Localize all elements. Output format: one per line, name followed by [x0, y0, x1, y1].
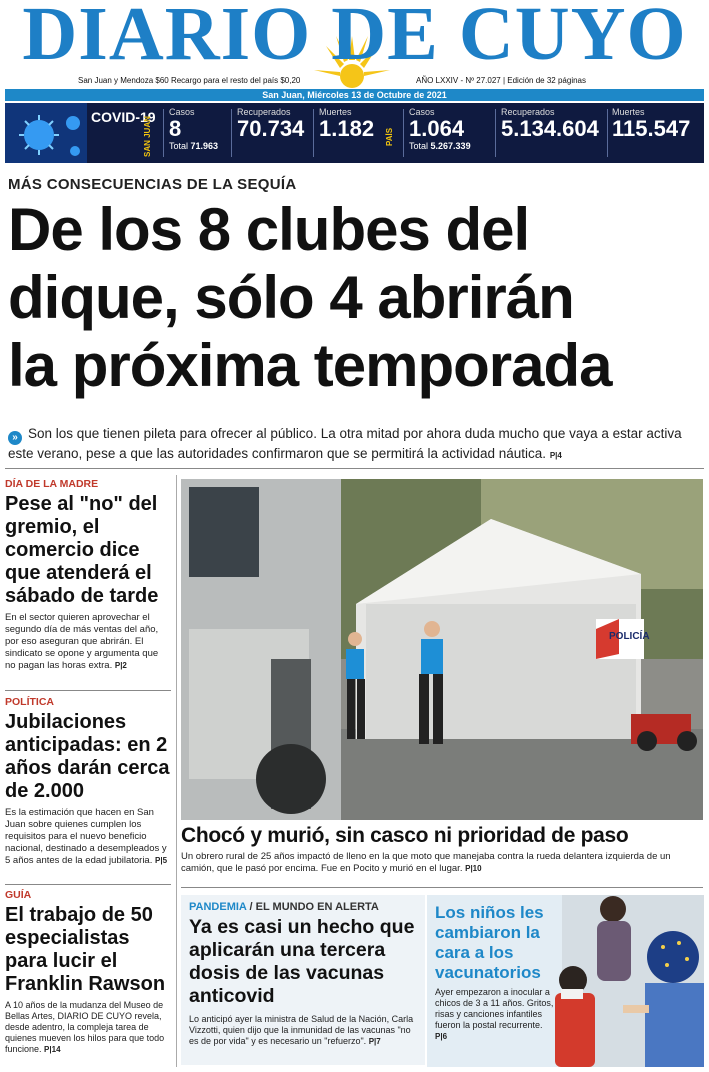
cases-value: 8 [169, 116, 182, 141]
deaths-value: 1.182 [319, 116, 375, 141]
total-cases: Total 71.963 [169, 141, 219, 151]
chevron-right-icon: » [8, 431, 22, 445]
country-cases [409, 107, 471, 151]
story-headline[interactable]: Jubilaciones anticipadas: en 2 años darán cerca de 2.000 [5, 711, 170, 802]
headline-line: dique, sólo 4 abrirán [8, 264, 574, 331]
main-headline[interactable] [8, 196, 703, 400]
recovered-label: Recuperados [501, 107, 555, 117]
section-label: DÍA DE LA MADRE [5, 478, 99, 490]
photo-story-headline[interactable]: Chocó y murió, sin casco ni prioridad de paso [181, 824, 629, 847]
country-deaths [612, 107, 690, 141]
story-body: Lo anticipó ayer la ministra de Salud de la Nación, Carla Vizzotti, quien dijo que la inmunidad de las vacunas "no es de por vida" y es necesario un "refuerzo". P|7 [189, 1014, 414, 1046]
masthead [0, 0, 709, 90]
covid-label: COVID-19 [91, 109, 156, 125]
section-label: GUÍA [5, 889, 32, 901]
photo-story-body: Un obrero rural de 25 años impactó de lleno en la que moto que manejaba contra la rueda delantera izquierda de un camión, que le pasó por encima. Fue en Pocito y murió en el lugar. P|10 [181, 851, 671, 874]
story-body: Ayer empezaron a inocular a chicos de 3 a 11 años. Gritos, risas y canciones infantiles fueron la postal recurrente. P|6 [435, 987, 554, 1041]
divider [313, 109, 314, 157]
edition-info: AÑO LXXIV - Nº 27.027 | Edición de 32 páginas [416, 76, 586, 85]
divider [5, 468, 704, 469]
page-ref: P|7 [368, 1037, 381, 1046]
story-headline[interactable]: Ya es casi un hecho que aplicarán una tercera dosis de las vacunas anticovid [189, 916, 415, 1007]
recovered-value: 70.734 [237, 116, 305, 141]
divider [607, 109, 608, 157]
cases-label: Casos [409, 107, 435, 117]
accident-scene-photo[interactable] [181, 479, 703, 820]
virus-icon [5, 103, 87, 163]
story-vacunatorios[interactable] [427, 895, 704, 1067]
headline-line: la próxima temporada [8, 332, 612, 399]
divider [176, 475, 177, 1067]
page-ref: P|2 [114, 661, 127, 670]
divider [495, 109, 496, 157]
story-pandemia[interactable] [181, 895, 425, 1065]
page-ref: P|4 [549, 451, 562, 460]
region-pais: PAÍS [385, 127, 394, 147]
cases-value: 1.064 [409, 116, 465, 141]
divider [181, 887, 703, 888]
story-body: A 10 años de la mudanza del Museo de Bellas Artes, DIARIO DE CUYO revela, desde adentro, la compleja tarea de quienes mueven los hilos para que todo funcione. P|14 [5, 1000, 165, 1054]
story-headline[interactable]: Pese al "no" del gremio, el comercio dice que atenderá el sábado de tarde [5, 493, 159, 607]
newspaper-logo[interactable]: DIARIO DE CUYO [22, 0, 687, 76]
date-bar: San Juan, Miércoles 13 de Octubre de 2021 [5, 89, 704, 101]
tent-sign: POLICÍA [609, 631, 650, 642]
section-label: PANDEMIA / EL MUNDO EN ALERTA [189, 901, 379, 913]
total-cases: Total 5.267.339 [409, 141, 471, 151]
story-body: Es la estimación que hacen en San Juan sobre quienes cumplen los requisitos para el nuevo beneficio nacional, destinado a desempleados y 5 años antes de la edad jubilatoria. P|5 [5, 807, 168, 866]
page-ref: P|5 [155, 856, 168, 865]
divider [5, 690, 171, 691]
price-info: San Juan y Mendoza $60 Recargo para el resto del país $0,20 [78, 76, 301, 85]
story-dia-de-la-madre[interactable] [5, 478, 171, 672]
story-politica[interactable] [5, 696, 171, 867]
deaths-value: 115.547 [612, 116, 691, 141]
deaths-label: Muertes [612, 107, 645, 117]
cases-label: Casos [169, 107, 195, 117]
divider [403, 109, 404, 157]
headline-line: De los 8 clubes del [8, 196, 530, 263]
local-deaths [319, 107, 374, 141]
page-ref: P|10 [465, 864, 482, 873]
page-ref: P|14 [44, 1045, 61, 1054]
story-headline[interactable]: Los niños les cambiaron la cara a los vacunatorios [435, 903, 544, 982]
recovered-value: 5.134.604 [501, 116, 599, 141]
page-ref: P|6 [435, 1032, 448, 1041]
story-body: En el sector quieren aprovechar el segundo día de más ventas del año, por eso aseguran que abrirán. El sindicato se opone y argumenta que no pagan las horas extra. P|2 [5, 612, 159, 671]
covid-bar [5, 103, 704, 163]
story-guia[interactable] [5, 889, 171, 1055]
main-lead [8, 425, 703, 465]
section-label: POLÍTICA [5, 696, 54, 708]
divider [5, 884, 171, 885]
lead-text: Son los que tienen pileta para ofrecer al público. La otra mitad por ahora duda mucho que vaya a estar activa este verano, pese a que las autoridades confirmaron que se permitirá la actividad náutica. [8, 426, 682, 461]
divider [163, 109, 164, 157]
local-cases [169, 107, 218, 151]
main-kicker: MÁS CONSECUENCIAS DE LA SEQUÍA [8, 176, 297, 193]
story-headline[interactable]: El trabajo de 50 especialistas para lucir el Franklin Rawson [5, 904, 166, 995]
region-san-juan: SAN JUAN [143, 116, 152, 158]
local-recovered [237, 107, 304, 141]
divider [231, 109, 232, 157]
country-recovered [501, 107, 599, 141]
deaths-label: Muertes [319, 107, 352, 117]
recovered-label: Recuperados [237, 107, 291, 117]
